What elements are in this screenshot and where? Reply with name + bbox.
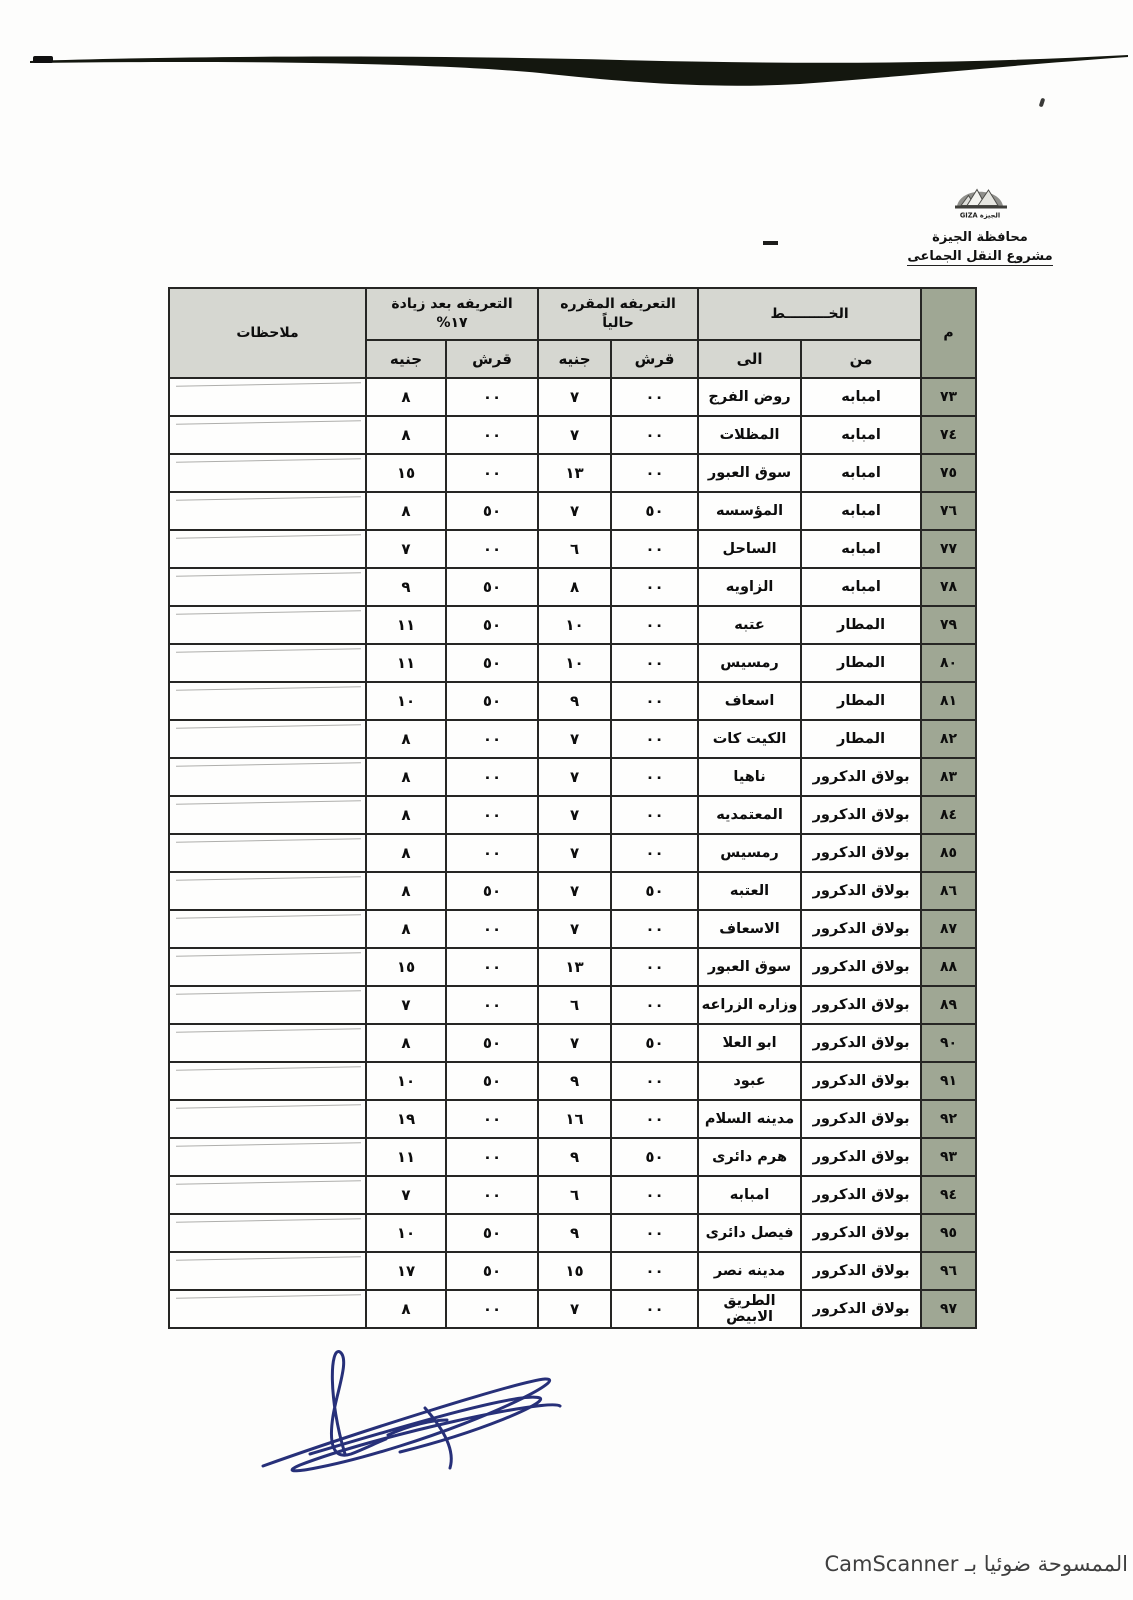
col-header-current-pounds: جنيه xyxy=(538,340,611,378)
cell-cur_pt: ٠٠ xyxy=(611,530,698,568)
cell-new_pt: ٠٠ xyxy=(446,796,538,834)
cell-cur_le: ٩ xyxy=(538,1214,611,1252)
cell-notes xyxy=(169,416,366,454)
cell-notes xyxy=(169,910,366,948)
giza-governorate-logo-icon xyxy=(950,176,1010,228)
cell-new_le: ٨ xyxy=(366,910,446,948)
cell-no: ٨٠ xyxy=(921,644,976,682)
cell-no: ٧٦ xyxy=(921,492,976,530)
cell-new_le: ١٠ xyxy=(366,682,446,720)
cell-new_pt: ٠٠ xyxy=(446,1138,538,1176)
cell-new_pt: ٠٠ xyxy=(446,758,538,796)
cell-cur_le: ١٠ xyxy=(538,606,611,644)
cell-new_le: ١٠ xyxy=(366,1062,446,1100)
cell-cur_le: ٧ xyxy=(538,796,611,834)
cell-from: المطار xyxy=(801,682,921,720)
cell-from: امبابه xyxy=(801,454,921,492)
signature-ink xyxy=(248,1336,578,1486)
cell-cur_pt: ٠٠ xyxy=(611,1252,698,1290)
cell-notes xyxy=(169,606,366,644)
scan-line-artifact xyxy=(176,534,361,539)
cell-cur_le: ٦ xyxy=(538,1176,611,1214)
cell-notes xyxy=(169,1214,366,1252)
cell-from: امبابه xyxy=(801,530,921,568)
cell-notes xyxy=(169,834,366,872)
cell-notes xyxy=(169,568,366,606)
cell-new_le: ٨ xyxy=(366,758,446,796)
cell-to: عتبه xyxy=(698,606,801,644)
table-row xyxy=(169,1138,976,1176)
col-header-to: الى xyxy=(698,340,801,378)
cell-cur_pt: ٠٠ xyxy=(611,1290,698,1328)
cell-no: ٨١ xyxy=(921,682,976,720)
cell-cur_le: ١٣ xyxy=(538,948,611,986)
scan-line-artifact xyxy=(176,1218,361,1223)
cell-to: المظلات xyxy=(698,416,801,454)
cell-cur_le: ٩ xyxy=(538,682,611,720)
scan-line-artifact xyxy=(176,1028,361,1033)
cell-from: بولاق الدكرور xyxy=(801,986,921,1024)
cell-cur_pt: ٥٠ xyxy=(611,1024,698,1062)
cell-new_pt: ٥٠ xyxy=(446,1062,538,1100)
cell-new_le: ٨ xyxy=(366,872,446,910)
cell-new_le: ٨ xyxy=(366,378,446,416)
cell-new_le: ١١ xyxy=(366,1138,446,1176)
cell-cur_pt: ٠٠ xyxy=(611,834,698,872)
cell-to: ابو العلا xyxy=(698,1024,801,1062)
cell-new_le: ٨ xyxy=(366,416,446,454)
cell-cur_le: ٧ xyxy=(538,1290,611,1328)
col-header-increased-tariff xyxy=(366,288,538,340)
cell-new_pt: ٥٠ xyxy=(446,568,538,606)
cell-notes xyxy=(169,1290,366,1328)
cell-to: الاسعاف xyxy=(698,910,801,948)
cell-cur_le: ٧ xyxy=(538,872,611,910)
cell-no: ٨٧ xyxy=(921,910,976,948)
col-header-increased-piasters: قرش xyxy=(446,340,538,378)
document-header xyxy=(905,176,1055,266)
cell-no: ٩٤ xyxy=(921,1176,976,1214)
cell-cur_pt: ٠٠ xyxy=(611,910,698,948)
table-row xyxy=(169,1290,976,1328)
governorate-title: محافظة الجيزة xyxy=(932,230,1028,245)
cell-cur_pt: ٠٠ xyxy=(611,644,698,682)
cell-notes xyxy=(169,1138,366,1176)
current-tariff-line2: حالياً xyxy=(602,315,634,331)
table-row xyxy=(169,1100,976,1138)
table-row xyxy=(169,796,976,834)
cell-cur_pt: ٠٠ xyxy=(611,986,698,1024)
cell-new_pt: ٥٠ xyxy=(446,1252,538,1290)
cell-to: المعتمديه xyxy=(698,796,801,834)
scan-line-artifact xyxy=(176,382,361,387)
cell-cur_pt: ٠٠ xyxy=(611,1214,698,1252)
cell-from: بولاق الدكرور xyxy=(801,948,921,986)
table-row xyxy=(169,492,976,530)
cell-new_le: ١٩ xyxy=(366,1100,446,1138)
cell-new_le: ٨ xyxy=(366,492,446,530)
cell-new_pt: ٠٠ xyxy=(446,378,538,416)
cell-to: المؤسسه xyxy=(698,492,801,530)
cell-no: ٩٠ xyxy=(921,1024,976,1062)
cell-from: امبابه xyxy=(801,492,921,530)
table-row xyxy=(169,1214,976,1252)
scan-line-artifact xyxy=(176,1104,361,1109)
cell-new_le: ١٥ xyxy=(366,454,446,492)
cell-no: ٩٧ xyxy=(921,1290,976,1328)
cell-cur_pt: ٥٠ xyxy=(611,492,698,530)
cell-new_pt: ٠٠ xyxy=(446,1176,538,1214)
cell-cur_pt: ٠٠ xyxy=(611,1176,698,1214)
col-header-number: م xyxy=(921,288,976,378)
table-row xyxy=(169,1176,976,1214)
cell-to: رمسيس xyxy=(698,644,801,682)
cell-from: بولاق الدكرور xyxy=(801,1024,921,1062)
cell-notes xyxy=(169,644,366,682)
cell-from: بولاق الدكرور xyxy=(801,1252,921,1290)
cell-new_pt: ٠٠ xyxy=(446,720,538,758)
cell-from: المطار xyxy=(801,606,921,644)
increased-tariff-line1: التعريفه بعد زيادة xyxy=(391,296,513,313)
scan-line-artifact xyxy=(176,1142,361,1147)
cell-new_le: ٧ xyxy=(366,986,446,1024)
table-row xyxy=(169,986,976,1024)
cell-no: ٩٥ xyxy=(921,1214,976,1252)
cell-cur_pt: ٠٠ xyxy=(611,416,698,454)
cell-from: بولاق الدكرور xyxy=(801,1214,921,1252)
cell-new_pt: ٠٠ xyxy=(446,416,538,454)
table-row xyxy=(169,416,976,454)
cell-notes xyxy=(169,1100,366,1138)
scan-line-artifact xyxy=(176,800,361,805)
cell-new_le: ٩ xyxy=(366,568,446,606)
cell-cur_le: ١٣ xyxy=(538,454,611,492)
cell-notes xyxy=(169,454,366,492)
cell-no: ٨٢ xyxy=(921,720,976,758)
cell-from: بولاق الدكرور xyxy=(801,796,921,834)
scan-line-artifact xyxy=(176,1066,361,1071)
cell-to: سوق العبور xyxy=(698,454,801,492)
cell-to: العتبه xyxy=(698,872,801,910)
cell-new_pt: ٠٠ xyxy=(446,834,538,872)
scan-line-artifact xyxy=(176,496,361,501)
table-row xyxy=(169,454,976,492)
cell-new_pt: ٥٠ xyxy=(446,872,538,910)
table-row xyxy=(169,568,976,606)
cell-no: ٨٦ xyxy=(921,872,976,910)
cell-cur_pt: ٠٠ xyxy=(611,454,698,492)
cell-to: الساحل xyxy=(698,530,801,568)
cell-from: بولاق الدكرور xyxy=(801,1176,921,1214)
cell-cur_pt: ٠٠ xyxy=(611,1062,698,1100)
cell-to: اسعاف xyxy=(698,682,801,720)
cell-notes xyxy=(169,872,366,910)
cell-from: بولاق الدكرور xyxy=(801,872,921,910)
cell-new_pt: ٥٠ xyxy=(446,644,538,682)
cell-from: بولاق الدكرور xyxy=(801,758,921,796)
col-header-from: من xyxy=(801,340,921,378)
cell-to: عبود xyxy=(698,1062,801,1100)
cell-no: ٩١ xyxy=(921,1062,976,1100)
scan-artifact-band xyxy=(0,0,1133,130)
cell-new_le: ٨ xyxy=(366,1290,446,1328)
cell-no: ٧٨ xyxy=(921,568,976,606)
scan-line-artifact xyxy=(176,1180,361,1185)
cell-new_le: ٧ xyxy=(366,530,446,568)
cell-cur_pt: ٠٠ xyxy=(611,1100,698,1138)
col-header-current-tariff xyxy=(538,288,698,340)
scan-line-artifact xyxy=(176,420,361,425)
cell-no: ٨٩ xyxy=(921,986,976,1024)
cell-cur_le: ٧ xyxy=(538,1024,611,1062)
fare-tariff-table xyxy=(168,287,977,1329)
scan-line-artifact xyxy=(176,572,361,577)
cell-from: بولاق الدكرور xyxy=(801,834,921,872)
cell-cur_le: ٧ xyxy=(538,834,611,872)
cell-new_pt: ٥٠ xyxy=(446,1024,538,1062)
cell-cur_le: ٩ xyxy=(538,1138,611,1176)
cell-no: ٨٤ xyxy=(921,796,976,834)
cell-no: ٩٣ xyxy=(921,1138,976,1176)
table-row xyxy=(169,682,976,720)
cell-cur_le: ٨ xyxy=(538,568,611,606)
cell-cur_pt: ٥٠ xyxy=(611,1138,698,1176)
cell-cur_pt: ٠٠ xyxy=(611,948,698,986)
cell-new_le: ١٧ xyxy=(366,1252,446,1290)
cell-new_le: ١٥ xyxy=(366,948,446,986)
cell-no: ٨٥ xyxy=(921,834,976,872)
table-row xyxy=(169,1024,976,1062)
table-row xyxy=(169,720,976,758)
cell-no: ٩٢ xyxy=(921,1100,976,1138)
cell-no: ٧٣ xyxy=(921,378,976,416)
svg-text:الجيزة GIZA: الجيزة GIZA xyxy=(959,211,1001,220)
cell-to: روض الفرج xyxy=(698,378,801,416)
cell-new_pt: ٥٠ xyxy=(446,1214,538,1252)
scan-line-artifact xyxy=(176,914,361,919)
cell-cur_le: ١٠ xyxy=(538,644,611,682)
table-row xyxy=(169,1062,976,1100)
table-row xyxy=(169,834,976,872)
cell-new_pt: ٠٠ xyxy=(446,1100,538,1138)
cell-new_le: ٨ xyxy=(366,720,446,758)
cell-cur_le: ٧ xyxy=(538,416,611,454)
col-header-line: الخـــــــــط xyxy=(698,288,921,340)
table-row xyxy=(169,758,976,796)
cell-new_le: ١٠ xyxy=(366,1214,446,1252)
col-header-current-piasters: قرش xyxy=(611,340,698,378)
table-row xyxy=(169,948,976,986)
cell-from: المطار xyxy=(801,720,921,758)
table-row xyxy=(169,644,976,682)
cell-new_le: ٧ xyxy=(366,1176,446,1214)
table-header-row-1 xyxy=(169,288,976,340)
cell-new_pt: ٠٠ xyxy=(446,454,538,492)
cell-to: هرم دائرى xyxy=(698,1138,801,1176)
cell-notes xyxy=(169,1252,366,1290)
cell-from: امبابه xyxy=(801,568,921,606)
cell-to: امبابه xyxy=(698,1176,801,1214)
camscanner-watermark: الممسوحة ضوئيا بـ CamScanner xyxy=(824,1552,1128,1576)
cell-notes xyxy=(169,796,366,834)
cell-cur_le: ٧ xyxy=(538,758,611,796)
cell-notes xyxy=(169,948,366,986)
cell-new_le: ٨ xyxy=(366,1024,446,1062)
stray-dash-mark xyxy=(763,241,778,245)
table-row xyxy=(169,872,976,910)
table-row xyxy=(169,530,976,568)
cell-from: المطار xyxy=(801,644,921,682)
cell-cur_pt: ٠٠ xyxy=(611,758,698,796)
scan-line-artifact xyxy=(176,952,361,957)
scan-line-artifact xyxy=(176,458,361,463)
cell-cur_pt: ٥٠ xyxy=(611,872,698,910)
cell-notes xyxy=(169,682,366,720)
cell-notes xyxy=(169,720,366,758)
cell-to: الكيت كات xyxy=(698,720,801,758)
cell-cur_pt: ٠٠ xyxy=(611,682,698,720)
cell-to: مدينه نصر xyxy=(698,1252,801,1290)
cell-notes xyxy=(169,1062,366,1100)
cell-notes xyxy=(169,1176,366,1214)
cell-new_pt: ٠٠ xyxy=(446,910,538,948)
cell-cur_le: ١٦ xyxy=(538,1100,611,1138)
cell-cur_le: ٧ xyxy=(538,910,611,948)
cell-no: ٧٥ xyxy=(921,454,976,492)
cell-new_pt: ٠٠ xyxy=(446,1290,538,1328)
cell-cur_pt: ٠٠ xyxy=(611,568,698,606)
cell-to: الزاويه xyxy=(698,568,801,606)
cell-from: بولاق الدكرور xyxy=(801,1290,921,1328)
cell-no: ٩٦ xyxy=(921,1252,976,1290)
scan-line-artifact xyxy=(176,876,361,881)
cell-cur_le: ٧ xyxy=(538,492,611,530)
col-header-increased-pounds: جنيه xyxy=(366,340,446,378)
scan-line-artifact xyxy=(176,762,361,767)
cell-no: ٧٩ xyxy=(921,606,976,644)
scan-line-artifact xyxy=(176,724,361,729)
cell-cur_le: ٧ xyxy=(538,720,611,758)
cell-from: بولاق الدكرور xyxy=(801,1138,921,1176)
cell-new_le: ٨ xyxy=(366,834,446,872)
cell-new_pt: ٠٠ xyxy=(446,948,538,986)
cell-cur_le: ٦ xyxy=(538,530,611,568)
col-header-notes: ملاحظات xyxy=(169,288,366,378)
scan-line-artifact xyxy=(176,1256,361,1261)
scan-line-artifact xyxy=(176,610,361,615)
table-row xyxy=(169,1252,976,1290)
scan-line-artifact xyxy=(176,1294,361,1299)
cell-cur_le: ٩ xyxy=(538,1062,611,1100)
scan-line-artifact xyxy=(176,648,361,653)
cell-from: بولاق الدكرور xyxy=(801,1100,921,1138)
cell-cur_pt: ٠٠ xyxy=(611,796,698,834)
cell-to: سوق العبور xyxy=(698,948,801,986)
cell-to: الطريق الابيض xyxy=(698,1290,801,1328)
cell-new_le: ١١ xyxy=(366,644,446,682)
cell-new_pt: ٥٠ xyxy=(446,682,538,720)
cell-notes xyxy=(169,492,366,530)
cell-new_le: ١١ xyxy=(366,606,446,644)
cell-cur_pt: ٠٠ xyxy=(611,606,698,644)
scan-line-artifact xyxy=(176,838,361,843)
table-body xyxy=(169,378,976,1328)
cell-from: بولاق الدكرور xyxy=(801,910,921,948)
cell-notes xyxy=(169,758,366,796)
cell-new_pt: ٥٠ xyxy=(446,606,538,644)
cell-notes xyxy=(169,378,366,416)
table-row xyxy=(169,606,976,644)
cell-no: ٨٣ xyxy=(921,758,976,796)
cell-to: مدينه السلام xyxy=(698,1100,801,1138)
cell-to: وزاره الزراعه xyxy=(698,986,801,1024)
project-title: مشروع النقل الجماعى xyxy=(907,249,1053,264)
cell-cur_le: ٦ xyxy=(538,986,611,1024)
current-tariff-line1: التعريفه المقرره xyxy=(560,296,676,313)
cell-new_pt: ٠٠ xyxy=(446,986,538,1024)
cell-from: بولاق الدكرور xyxy=(801,1062,921,1100)
cell-no: ٧٧ xyxy=(921,530,976,568)
cell-to: فيصل دائرى xyxy=(698,1214,801,1252)
cell-from: امبابه xyxy=(801,416,921,454)
cell-new_pt: ٠٠ xyxy=(446,530,538,568)
cell-new_pt: ٥٠ xyxy=(446,492,538,530)
table-row xyxy=(169,378,976,416)
cell-from: امبابه xyxy=(801,378,921,416)
scan-line-artifact xyxy=(176,686,361,691)
cell-to: رمسيس xyxy=(698,834,801,872)
cell-notes xyxy=(169,1024,366,1062)
cell-no: ٨٨ xyxy=(921,948,976,986)
cell-notes xyxy=(169,986,366,1024)
table-row xyxy=(169,910,976,948)
cell-cur_le: ١٥ xyxy=(538,1252,611,1290)
cell-cur_pt: ٠٠ xyxy=(611,378,698,416)
cell-cur_pt: ٠٠ xyxy=(611,720,698,758)
cell-cur_le: ٧ xyxy=(538,378,611,416)
increased-tariff-line2: ١٧% xyxy=(436,315,468,331)
cell-new_le: ٨ xyxy=(366,796,446,834)
cell-no: ٧٤ xyxy=(921,416,976,454)
scan-line-artifact xyxy=(176,990,361,995)
cell-to: ناهيا xyxy=(698,758,801,796)
cell-notes xyxy=(169,530,366,568)
